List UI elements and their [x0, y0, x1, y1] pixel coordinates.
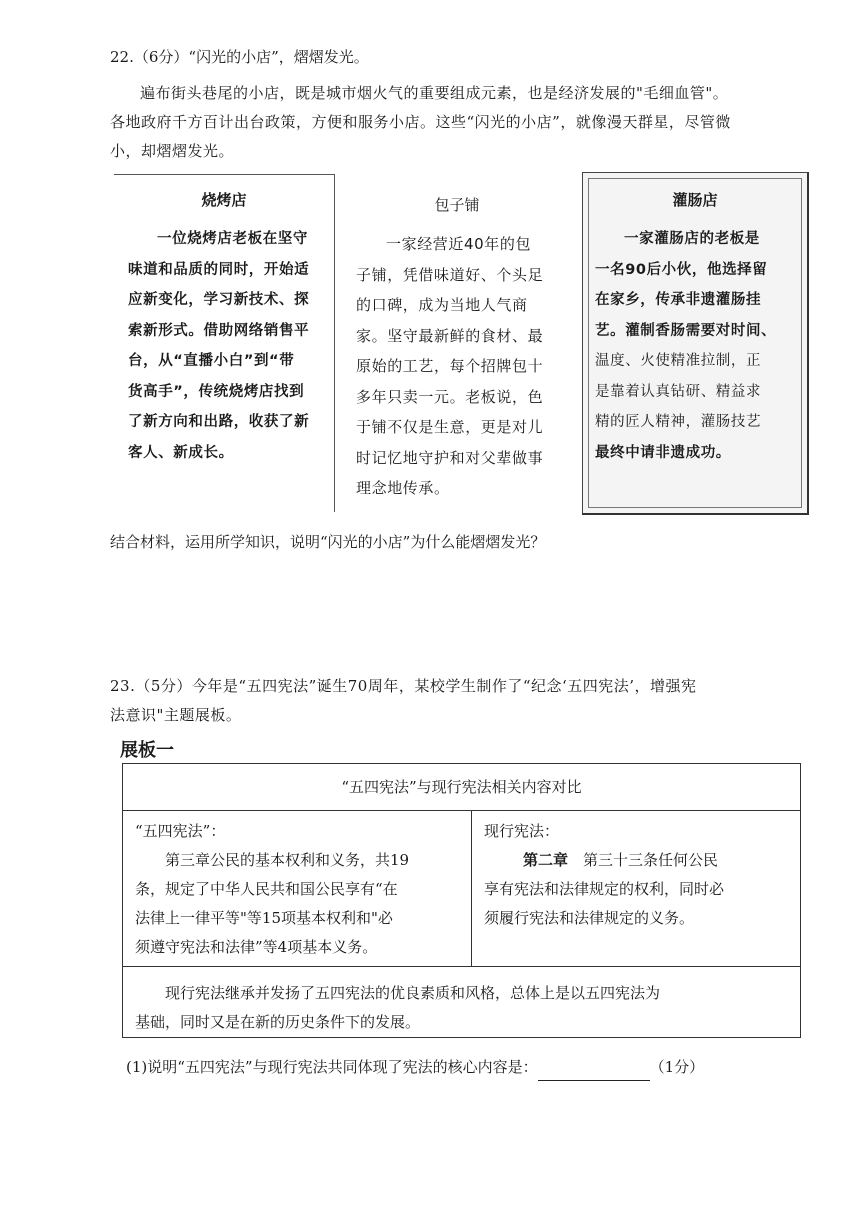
sausage-shop-title: 灌肠店 [672, 191, 718, 209]
bun-shop-text [356, 229, 564, 504]
text-line: 享有宪法和法律规定的权利，同时必 [484, 880, 725, 898]
text-line: 一家灌肠店的老板是 [624, 231, 760, 247]
bbq-shop-title: 烧烤店 [201, 191, 247, 209]
text-line: 台，从“直播小白”到“带 [128, 353, 295, 369]
q23-sub1 [126, 1053, 704, 1081]
text-line [484, 846, 790, 875]
bun-shop-title: 包子铺 [434, 196, 480, 214]
q22-title: 22.（6分）“闪光的小店”，熠熠发光。 [110, 48, 369, 66]
text-line: 了新方向和出路，收获了新 [128, 414, 310, 430]
q23-sub1-score: （1分） [649, 1058, 705, 1076]
text-line: 最终中请非遗成功。 [595, 444, 731, 461]
text-line: 家。坚守最新鲜的食材、最 [356, 326, 544, 345]
text-line: 于铺不仅是生意，更是对儿 [356, 418, 544, 436]
bbq-shop-box [114, 174, 335, 512]
text-line: 子铺，凭借味道好、个头足 [356, 265, 544, 284]
q23-title [110, 672, 830, 730]
text-line: 味道和品质的同时，开始适 [128, 261, 310, 278]
text-line: 理念地传承。 [356, 479, 450, 497]
text-line: 是靠着认真钻研、精益求 [595, 383, 762, 400]
bbq-shop-text [128, 224, 322, 468]
text-line: 第三章公民的基本权利和义务，共19 [165, 851, 410, 869]
text-line: 精的匠人精神，灌肠技艺 [595, 414, 762, 430]
text-line: 应新变化，学习新技术、探 [128, 292, 310, 308]
q23-title-line: 法意识"主题展板。 [110, 706, 242, 724]
text-line: 索新形式。借助网络销售平 [128, 322, 310, 339]
q22-intro-line: 遍布街头巷尾的小店，既是城市烟火气的重要组成元素，也是经济发展的"毛细血管"。 [140, 84, 729, 102]
text-line: 法律上一律平等"等15项基本权利和"必 [135, 909, 393, 927]
text-line: 条，规定了中华人民共和国公民享有“在 [135, 880, 398, 898]
text-line: 艺。灌制香肠需要对时间、 [595, 322, 777, 339]
q22-intro-line: 小，却熠熠发光。 [110, 142, 235, 160]
left-cell-label: “五四宪法”： [135, 822, 226, 840]
table-header: “五四宪法”与现行宪法相关内容对比 [123, 764, 801, 811]
left-cell [123, 811, 472, 967]
board-label: 展板一 [120, 740, 174, 761]
text-line: 原始的工艺，每个招牌包十 [356, 357, 544, 375]
q22-question: 结合材料，运用所学知识，说明“闪光的小店”为什么能熠熠发光？ [110, 533, 546, 551]
sausage-shop-box [582, 172, 809, 515]
text-line: 一位烧烤店老板在坚守 [157, 231, 308, 247]
text-line: 温度、火使精准拉制，正 [595, 353, 762, 369]
text-line: 在家乡，传承非遗灌肠挂 [595, 292, 762, 308]
answer-blank[interactable] [538, 1062, 650, 1081]
bun-shop-box [346, 178, 568, 523]
text-line: 货高手”，传统烧烤店找到 [128, 383, 305, 400]
comparison-table [122, 763, 801, 1038]
right-cell [472, 811, 801, 967]
text-line: 一家经营近40年的包 [386, 235, 532, 253]
text-line: 现行宪法继承并发扬了五四宪法的优良素质和风格，总体上是以五四宪法为 [165, 984, 661, 1002]
q23-title-line: 23.（5分）今年是“五四宪法”诞生70周年，某校学生制作了“纪念‘五四宪法’，增强宪 [110, 677, 697, 695]
text-line: 的口碑，成为当地人气商 [356, 296, 528, 314]
q22-intro [110, 79, 810, 166]
text-line: 时记忆地守护和对父辈做事 [356, 448, 544, 467]
q22-intro-line: 各地政府千方百计出台政策，方便和服务小店。这些“闪光的小店”，就像漫天群星，尽管微 [110, 113, 731, 131]
chapter-label: 第二章 [523, 851, 569, 869]
q23-sub1-text: (1)说明“五四宪法”与现行宪法共同体现了宪法的核心内容是： [126, 1058, 538, 1076]
article-text: 第三十三条任何公民 [583, 851, 719, 869]
text-line: 基础，同时又是在新的历史条件下的发展。 [135, 1013, 421, 1031]
table-footer [123, 967, 801, 1038]
text-line: 须遵守宪法和法律”等4项基本义务。 [135, 938, 378, 956]
text-line: 一名90后小伙，他选择留 [595, 261, 768, 278]
sausage-shop-text [595, 224, 797, 468]
text-line: 须履行宪法和法律规定的义务。 [484, 909, 695, 927]
text-line: 客人、新成长。 [128, 444, 234, 461]
text-line: 多年只卖一元。老板说，色 [356, 387, 544, 406]
right-cell-label: 现行宪法： [484, 822, 560, 840]
